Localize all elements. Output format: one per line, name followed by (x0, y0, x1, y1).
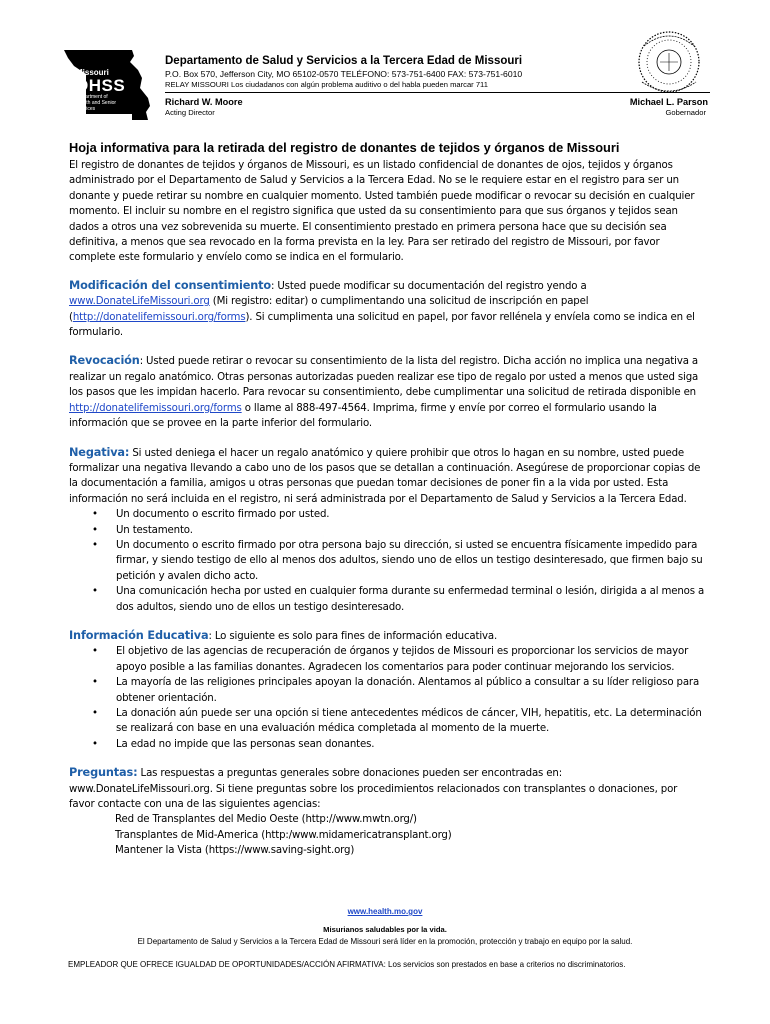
logo-acronym: DHSS (76, 76, 126, 95)
forms-link[interactable]: http://donatelifemissouri.org/forms (72, 311, 246, 323)
list-item (92, 523, 705, 538)
bullet-icon: • (92, 708, 98, 719)
logo-subtitle: Department of Health and Senior Services (76, 94, 117, 112)
list-item (92, 584, 705, 615)
list-item-text: La edad no impide que las personas sean donantes. (116, 738, 375, 750)
negativa-heading: Negativa: (69, 445, 130, 459)
section-modificacion (69, 278, 705, 341)
informacion-heading: Información Educativa (69, 628, 209, 642)
modificacion-text-3: ). Si cumplimenta una solicitud en papel, por favor rellénela y envíela como se indica en el formulario. (69, 311, 695, 339)
section-informacion (69, 628, 705, 644)
bullet-icon: • (92, 646, 98, 658)
preguntas-text: Las respuestas a preguntas generales sobre donaciones pueden ser encontradas en: www.DonateLifeMissouri.org. Si tiene preguntas sobre los procedimientos relacionados con transplantes o donaciones, por favor contacte con una de las siguientes agencias: (69, 768, 678, 811)
governor-name: Michael L. Parson (629, 97, 708, 107)
footer-motto: Misurianos saludables por la vida. (323, 925, 447, 934)
section-negativa (69, 445, 705, 508)
letterhead-rule (165, 92, 710, 93)
director-title: Acting Director (165, 108, 215, 117)
modificacion-heading: Modificación del consentimiento (69, 278, 271, 292)
relay-missouri: RELAY MISSOURI Los ciudadanos con algún problema auditivo o del habla pueden marcar 711 (165, 80, 488, 89)
agency-item: Red de Transplantes del Medio Oeste (http://www.mwtn.org/) (115, 814, 417, 826)
revocacion-text-2: o llame al 888-497-4564. Imprima, firme y envíe por correo el formulario usando la información que se provee en la parte inferior del formulario. (69, 402, 657, 430)
section-preguntas (69, 765, 705, 812)
revocacion-heading: Revocación (69, 354, 140, 368)
agency-item: Mantener la Vista (https://www.saving-sight.org) (115, 845, 355, 857)
document-title: Hoja informativa para la retirada del registro de donantes de tejidos y órganos de Missouri (69, 140, 620, 155)
list-item (92, 706, 705, 737)
informacion-list (69, 644, 705, 752)
document-body (69, 138, 705, 859)
negativa-list (69, 507, 705, 615)
list-item-text: El objetivo de las agencias de recuperación de órganos y tejidos de Missouri es proporcionar los servicios de mayor apoyo posible a las familias donantes. Agradecen los comentarios para poder continuar mejorando los servicios. (116, 646, 689, 673)
director-name: Richard W. Moore (165, 97, 243, 107)
logo-text (76, 68, 125, 112)
intro-paragraph: El registro de donantes de tejidos y órganos de Missouri, es un listado confidencial de donantes de ojos, tejidos y órganos administrado por el Departamento de Salud y Servicios a la Tercera Edad. No se le requiere estar en el registro para ser un donante y puede retirar su nombre en cualquier momento. Usted también puede modificar o revocar su decisión en cualquier momento. El incluir su nombre en el registro significa que usted da su consentimiento para que sus órganos y tejidos sean dados a otros una vez sobrevenida su muerte. El consentimiento prestado en primera persona hace que su decisión sea definitiva, a menos que sea revocado en la forma prevista en la ley. Para ser retirado del registro de Missouri, por favor complete este formulario y envíelo como se indica en el formulario. (69, 160, 695, 264)
list-item (92, 675, 705, 706)
list-item-text: Un documento o escrito firmado por usted. (116, 509, 330, 521)
modificacion-text-2: (Mi registro: editar) o cumplimentando una solicitud de inscripción en papel ( (69, 296, 589, 323)
section-revocacion (69, 353, 705, 431)
list-item-text: La donación aún puede ser una opción si tiene antecedentes médicos de cáncer, VIH, hepatitis, etc. La determinación se realizará con base en una evaluación médica completada al momento de la muerte. (116, 708, 702, 735)
list-item (92, 644, 705, 675)
informacion-text: : Lo siguiente es solo para fines de información educativa. (208, 630, 498, 642)
list-item (92, 737, 705, 752)
negativa-text: Si usted deniega el hacer un regalo anatómico y quiere prohibir que otros lo hagan en su nombre, usted puede formalizar una negativa llevando a cabo uno de los pasos que se detallan a continuación. Asegúrese de proporcionar copias de la documentación a familia, amigos u otras personas que puedan tomar decisiones de poner fin a la vida por usted. Esta información no será incluida en el registro, ni será administrada por el Departamento de Salud y Servicios a la Tercera Edad. (69, 447, 701, 505)
bullet-icon: • (92, 539, 98, 551)
list-item-text: La mayoría de las religiones principales apoyan la donación. Alentamos al público a consultar a su líder religioso para obtener orientación. (116, 677, 700, 704)
department-address: P.O. Box 570, Jefferson City, MO 65102-0570 TELÉFONO: 573-751-6400 FAX: 573-751-6010 (165, 69, 523, 79)
footer-url-row (0, 907, 770, 916)
modificacion-text-1: : Usted puede modificar su documentación del registro yendo a (271, 280, 587, 292)
department-name: Departamento de Salud y Servicios a la Tercera Edad de Missouri (165, 55, 523, 67)
footer-mission: El Departamento de Salud y Servicios a la Tercera Edad de Missouri será líder en la promoción, protección y trabajo en equipo por la salud. (137, 937, 633, 946)
agencies-list (69, 812, 705, 858)
bullet-icon: • (92, 524, 98, 536)
governor-title: Gobernador (665, 108, 706, 117)
list-item-text: Un documento o escrito firmado por otra persona bajo su dirección, si usted se encuentra físicamente impedido para firmar, y siendo testigo de ello al menos dos adultos, siendo uno de ellos un testigo desinteresado, que firmen bajo su petición y avalen dicho acto. (116, 539, 703, 582)
list-item-text: Un testamento. (116, 524, 193, 536)
list-item (92, 507, 705, 522)
state-seal-icon (630, 26, 708, 96)
logo-state: Missouri (76, 68, 109, 77)
revocacion-text-1: : Usted puede retirar o revocar su consentimiento de la lista del registro. Dicha acción no implica una negativa a realizar un regalo anatómico. Otras personas autorizadas pueden realizar ese tipo de regalo por usted a menos que usted siga los pasos que les impidan hacerlo. Para revocar su consentimiento, debe cumplimentar una solicitud de retirada disponible en (69, 356, 699, 399)
bullet-icon: • (92, 509, 98, 521)
preguntas-heading: Preguntas: (69, 766, 138, 780)
revocacion-forms-link[interactable]: http://donatelifemissouri.org/forms (69, 402, 242, 414)
bullet-icon: • (92, 586, 98, 598)
agency-item: Transplantes de Mid-America (http:/www.midamericatransplant.org) (115, 829, 452, 841)
donatelife-link[interactable]: www.DonateLifeMissouri.org (69, 296, 210, 308)
list-item-text: Una comunicación hecha por usted en cualquier forma durante su enfermedad terminal o lesión, dirigida a al menos a dos adultos, siendo uno de ellos un testigo desinteresado. (116, 586, 705, 613)
footer-website-link[interactable]: www.health.mo.gov (347, 907, 423, 916)
bullet-icon: • (92, 677, 98, 689)
list-item (92, 538, 705, 584)
bullet-icon: • (92, 738, 98, 750)
footer-eeo-statement: EMPLEADOR QUE OFRECE IGUALDAD DE OPORTUNIDADES/ACCIÓN AFIRMATIVA: Los servicios son prestados en base a criterios no discriminatorios. (68, 960, 626, 969)
